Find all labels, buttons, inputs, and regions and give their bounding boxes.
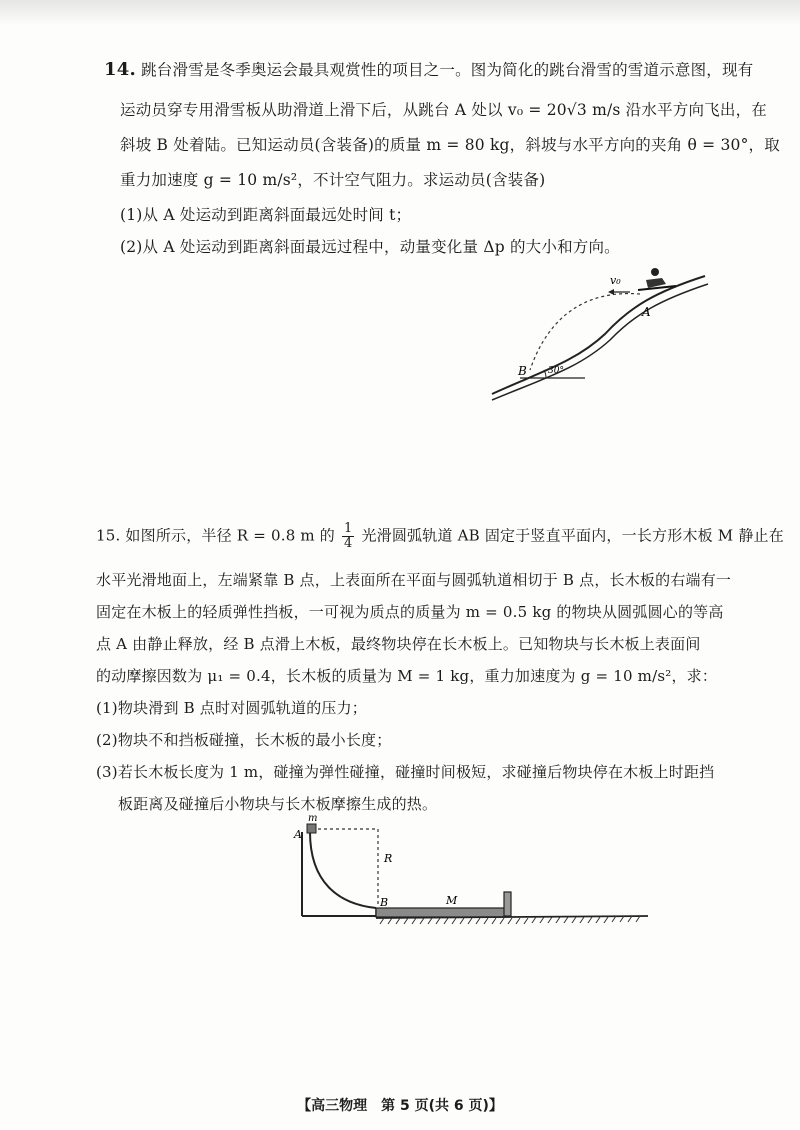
block-m [307,824,316,833]
q15-subq-2: (2)物块不和挡板碰撞，长木板的最小长度； [96,731,392,749]
board-M [376,908,508,917]
q14-subq-2: (2)从 A 处运动到距离斜面最远过程中，动量变化量 Δp 的大小和方向。 [120,238,620,256]
scan-edge [0,0,800,26]
label-B: B [518,364,527,378]
label-angle: 30° [548,366,564,376]
q14-line-4: 重力加速度 g = 10 m/s²，不计空气阻力。求运动员(含装备) [120,171,546,189]
baffle [504,892,511,916]
q14-line-1: 14. 跳台滑雪是冬季奥运会最具观赏性的项目之一。图为简化的跳台滑雪的雪道示意图，现有 [104,59,754,80]
q14-subq-1: (1)从 A 处运动到距离斜面最远处时间 t； [120,206,412,224]
q14-number: 14. [104,59,136,80]
q15-subq-3-cont: 板距离及碰撞后小物块与长木板摩擦生成的热。 [118,795,438,813]
arc-track-figure [288,812,668,942]
label-M: M [446,894,458,907]
q14-line-2: 运动员穿专用滑雪板从助滑道上滑下后，从跳台 A 处以 v₀ = 20√3 m/s 沿水平方向飞出，在 [120,101,767,119]
skier-icon [638,268,676,290]
label-A: A [642,305,651,319]
q15-subq-1: (1)物块滑到 B 点时对圆弧轨道的压力； [96,699,368,717]
page-footer: 【高三物理 第 5 页(共 6 页)】 [297,1098,503,1114]
label-A2: A [294,828,302,841]
label-v0: v₀ [610,274,621,287]
q15-line-4: 点 A 由静止释放，经 B 点滑上木板，最终物块停在长木板上。已知物块与长木板上表面间 [96,635,701,653]
fraction-quarter: $\frac{1}{4}$ [343,521,353,551]
q15-line-5: 的动摩擦因数为 μ₁ = 0.4，长木板的质量为 M = 1 kg，重力加速度为 g = 10 m/s²，求： [96,667,718,685]
label-R: R [384,852,393,865]
ski-jump-figure [480,262,720,412]
q15-subq-3: (3)若长木板长度为 1 m，碰撞为弹性碰撞，碰撞时间极短，求碰撞后物块停在木板上时距挡 [96,763,715,781]
q14-line-3: 斜坡 B 处着陆。已知运动员(含装备)的质量 m = 80 kg，斜坡与水平方向的夹角 θ = 30°，取 [120,136,780,154]
label-B2: B [380,896,389,909]
label-m: m [308,813,318,824]
q15-line-1: 15. 如图所示，半径 R = 0.8 m 的 $\frac{1}{4}$ 光滑圆弧轨道 AB 固定于竖直平面内，一长方形木板 M 静止在 [96,521,784,551]
q15-line-3: 固定在木板上的轻质弹性挡板，一可视为质点的质量为 m = 0.5 kg 的物块从圆弧圆心的等高 [96,603,724,621]
q15-line-2: 水平光滑地面上，左端紧靠 B 点，上表面所在平面与圆弧轨道相切于 B 点，长木板的右端有一 [96,571,732,589]
